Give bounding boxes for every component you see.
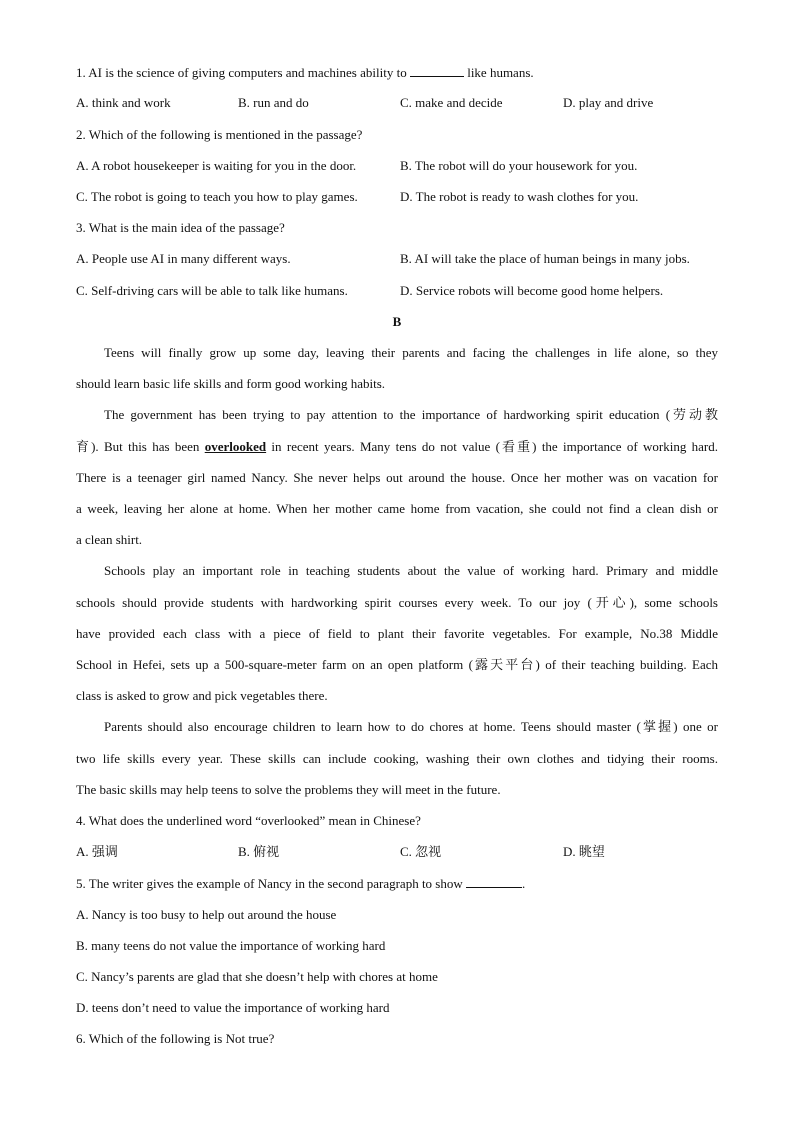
paragraph-4-line: two life skills every year. These skills can include cooking, washing their own clothes and tidying their rooms. xyxy=(76,751,718,766)
paragraph-3-line: Schools play an important role in teaching students about the value of working hard. Primary and middle xyxy=(104,563,718,578)
paragraph-2-line: a week, leaving her alone at home. When her mother came home from vacation, she could not find a clean dish or xyxy=(76,501,718,516)
paragraph-3-line: class is asked to grow and pick vegetables there. xyxy=(76,688,328,703)
answer-blank xyxy=(410,64,464,77)
question-1-text-end: like humans. xyxy=(463,65,534,80)
paragraph-4-line: Parents should also encourage children to learn how to do chores at home. Teens should master (掌握) one or xyxy=(104,719,718,734)
paragraph-1-line: Teens will finally grow up some day, leaving their parents and facing the challenges in life alone, so they xyxy=(104,345,718,360)
paragraph-3-line: schools should provide students with hardworking spirit courses every week. To our joy (开心), some schools xyxy=(76,595,718,610)
paragraph-2-line xyxy=(76,439,718,455)
paragraph-2-line: a clean shirt. xyxy=(76,532,143,547)
paragraph-1-line: should learn basic life skills and form good working habits. xyxy=(76,376,386,391)
q5-option-d[interactable]: D. teens don’t need to value the importance of working hard xyxy=(76,1000,390,1015)
q3-option-d[interactable]: D. Service robots will become good home helpers. xyxy=(400,283,664,298)
question-1-text: 1. AI is the science of giving computers and machines ability to xyxy=(76,65,410,80)
q2-option-a[interactable]: A. A robot housekeeper is waiting for you in the door. xyxy=(76,158,357,173)
q4-option-d[interactable]: D. 眺望 xyxy=(563,844,605,859)
q1-option-c[interactable]: C. make and decide xyxy=(400,95,503,110)
paragraph-2-line: The government has been trying to pay attention to the importance of hardworking spirit education (劳动教 xyxy=(104,407,718,422)
question-1-stem xyxy=(76,64,534,81)
q5-option-a[interactable]: A. Nancy is too busy to help out around the house xyxy=(76,907,337,922)
q1-option-b[interactable]: B. run and do xyxy=(238,95,309,110)
q3-option-b[interactable]: B. AI will take the place of human beings in many jobs. xyxy=(400,251,690,266)
q5-option-c[interactable]: C. Nancy’s parents are glad that she doesn’t help with chores at home xyxy=(76,969,438,984)
paragraph-2-line: There is a teenager girl named Nancy. She never helps out around the house. Once her mother was on vacation for xyxy=(76,470,718,485)
q3-option-c[interactable]: C. Self-driving cars will be able to talk like humans. xyxy=(76,283,348,298)
q2-option-b[interactable]: B. The robot will do your housework for you. xyxy=(400,158,638,173)
paragraph-text: 育). But this has been xyxy=(76,439,205,454)
question-5-stem xyxy=(76,875,525,892)
paragraph-3-line: have provided each class with a piece of field to plant their favorite vegetables. For example, No.38 Middle xyxy=(76,626,718,641)
paragraph-4-line: The basic skills may help teens to solve the problems they will meet in the future. xyxy=(76,782,501,797)
section-heading: B xyxy=(392,314,402,329)
q4-option-b[interactable]: B. 俯视 xyxy=(238,844,280,859)
q5-option-b[interactable]: B. many teens do not value the importance of working hard xyxy=(76,938,386,953)
q1-option-a[interactable]: A. think and work xyxy=(76,95,171,110)
q1-option-d[interactable]: D. play and drive xyxy=(563,95,654,110)
question-3-stem: 3. What is the main idea of the passage? xyxy=(76,220,285,235)
question-6-stem: 6. Which of the following is Not true? xyxy=(76,1031,275,1046)
question-4-stem: 4. What does the underlined word “overlooked” mean in Chinese? xyxy=(76,813,421,828)
underlined-word: overlooked xyxy=(204,439,267,454)
question-5-text: 5. The writer gives the example of Nancy in the second paragraph to show xyxy=(76,876,466,891)
q4-option-c[interactable]: C. 忽视 xyxy=(400,844,442,859)
q4-option-a[interactable]: A. 强调 xyxy=(76,844,118,859)
q3-option-a[interactable]: A. People use AI in many different ways. xyxy=(76,251,291,266)
question-5-text-end: . xyxy=(522,876,526,891)
q2-option-d[interactable]: D. The robot is ready to wash clothes for you. xyxy=(400,189,639,204)
q2-option-c[interactable]: C. The robot is going to teach you how to play games. xyxy=(76,189,358,204)
paragraph-3-line: School in Hefei, sets up a 500-square-meter farm on an open platform (露天平台) of their teaching building. Each xyxy=(76,657,718,672)
answer-blank xyxy=(466,875,522,888)
paragraph-text: in recent years. Many tens do not value (看重) the importance of working hard. xyxy=(266,439,718,454)
question-2-stem: 2. Which of the following is mentioned in the passage? xyxy=(76,127,363,142)
